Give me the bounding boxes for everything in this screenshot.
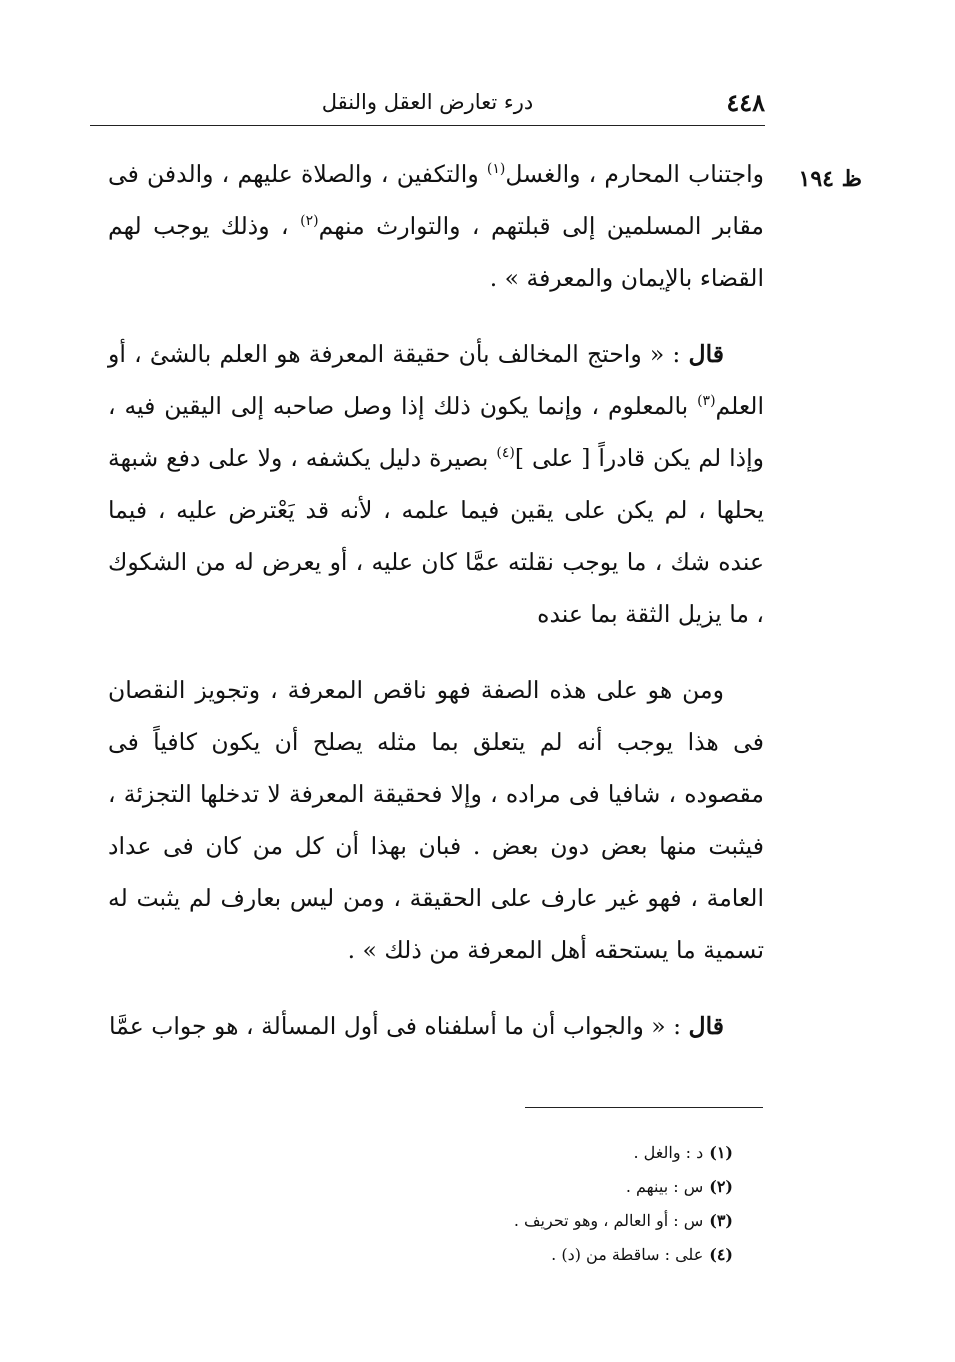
speaker-label: قال [688,340,724,368]
footnote [400,1136,733,1170]
footnote-number: (٣) [709,1211,733,1230]
paragraph [108,328,764,640]
footnote-reference: (٣) [697,393,716,410]
footnote-number: (١) [709,1143,733,1162]
text-segment: والتكفين ، والصلاة عليهم ، والدفن فى مقابر المسلمين إلى قبلتهم ، والتوارث منهم [108,160,764,240]
footnote-text: على : ساقطة من (د) . [551,1245,704,1264]
text-segment: ، وذلك يوجب لهم القضاء بالإيمان والمعرفة » . [108,212,764,292]
footnote-number: (٢) [709,1177,733,1196]
paragraph [108,664,764,976]
footnote [400,1238,733,1272]
footnote [400,1204,733,1238]
footnote [400,1170,733,1204]
footnote-text: د : والغل . [633,1143,704,1162]
footnote-text: س : أو العالم ، وهو تحريف . [513,1211,704,1230]
footnote-number: (٤) [709,1245,733,1264]
paragraph [108,1000,764,1052]
text-segment: : « واحتج المخالف بأن حقيقة المعرفة هو العلم بالشئ ، أو العلم [108,340,764,420]
footnote-reference: (٢) [300,213,319,230]
main-text [108,148,764,1052]
book-title: درء تعارض العقل والنقل [321,90,534,114]
header-divider [90,125,765,126]
text-segment: ومن هو على هذه الصفة فهو ناقص المعرفة ، وتجويز النقصان فى هذا يوجب أنه لم يتعلق بما مثله يصلح أن يكون كافياً فى مقصوده ، شافيا فى مراده ، وإلا فحقيقة المعرفة لا تدخلها التجزئة ، فيثبت منها بعض دون بعض . فبان بهذا أن كل من كان فى عداد العامة ، فهو غير عارف على الحقيقة ، ومن ليس بعارف لم يثبت له تسمية ما يستحقه أهل المعرفة من ذلك » . [108,676,764,964]
manuscript-margin-reference: ظ ١٩٤ [798,166,862,192]
speaker-label: قال [688,1012,724,1040]
text-segment: واجتناب المحارم ، والغسل [505,160,764,188]
text-segment: بصيرة دليل يكشفه ، ولا على دفع شبهة يحلها ، لم يكن على يقين فيما علمه ، لأنه قد يَعْترض عليه ، فيما عنده شك ، ما يوجب نقلته عمَّا كان عليه ، أو يعرض له من الشكوك ، ما يزيل الثقة بما عنده [108,444,764,628]
footnote-text: س : بينهم . [625,1177,704,1196]
footnote-reference: (٤) [496,445,515,462]
footnote-divider [525,1107,763,1108]
text-segment: : « والجواب أن ما أسلفناه فى أول المسألة ، هو جواب عمَّا [109,1012,689,1040]
footnotes [400,1136,733,1272]
running-head [90,84,765,124]
footnote-reference: (١) [486,161,506,178]
page-number: ٤٤٨ [726,88,765,117]
paragraph [108,148,764,304]
text-segment: بالمعلوم ، وإنما يكون ذلك إذا وصل صاحبه إلى اليقين فيه ، وإذا لم يكن قادراً [ على ] [108,392,764,472]
